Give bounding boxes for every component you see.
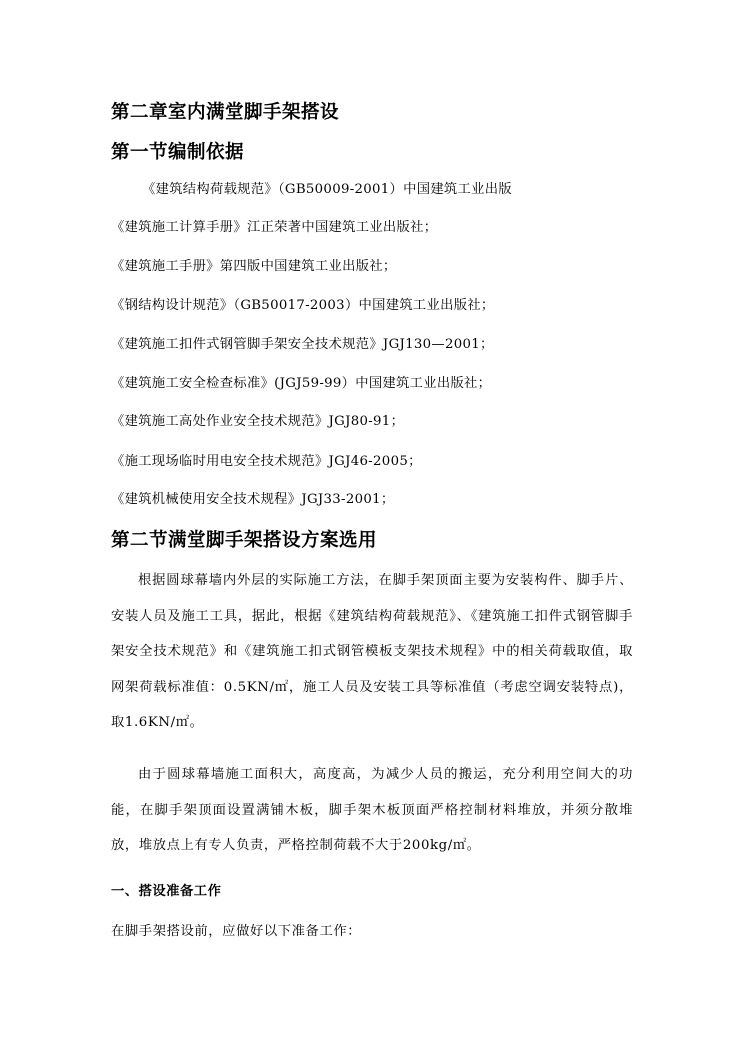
reference-item: 《建筑施工安全检查标准》(JGJ59-99）中国建筑工业出版社； (111, 376, 492, 391)
reference-item: 《建筑施工计算手册》江正荣著中国建筑工业出版社； (111, 220, 438, 235)
reference-item: 《建筑施工扣件式钢管脚手架安全技术规范》JGJ130—2001； (111, 337, 494, 352)
subsection-title: 一、搭设准备工作 (111, 884, 222, 899)
reference-item: 《建筑机械使用安全技术规程》JGJ33-2001； (111, 492, 395, 507)
section1-title: 第一节编制依据 (111, 142, 245, 163)
section2-paragraph-2: 由于圆球幕墙施工面积大，高度高，为减少人员的搬运，充分利用空间大的功能，在脚手架顶面设置满铺木板，脚手架木板顶面严格控制材料堆放，并须分散堆放，堆放点上有专人负责，严格控制荷载不大于200kg/㎡。 (111, 767, 633, 853)
reference-item: 《钢结构设计规范》（GB50017-2003）中国建筑工业出版社； (111, 298, 495, 313)
section2-paragraph-1: 根据圆球幕墙内外层的实际施工方法，在脚手架顶面主要为安装构件、脚手片、安装人员及施工工具，据此，根据《建筑结构荷载规范》、《建筑施工扣件式钢管脚手架安全技术规范》和《建筑施工扣式钢管模板支架技术规程》中的相关荷载取值，取网架荷载标准值：0.5KN/㎡，施工人员及安装工具等标准值（考虑空调安装特点)，取1.6KN/㎡。 (111, 573, 633, 730)
reference-item: 《施工现场临时用电安全技术规范》JGJ46-2005； (111, 454, 422, 469)
section2-title: 第二节满堂脚手架搭设方案选用 (111, 530, 378, 551)
subsection-text: 在脚手架搭设前，应做好以下准备工作： (111, 924, 362, 939)
reference-item: 《建筑施工手册》第四版中国建筑工业出版社； (111, 259, 397, 274)
chapter-title: 第二章室内满堂脚手架搭设 (111, 102, 340, 123)
reference-item: 《建筑结构荷载规范》（GB50009-2001）中国建筑工业出版 (142, 182, 512, 197)
reference-item: 《建筑施工高处作业安全技术规范》JGJ80-91； (111, 414, 405, 429)
